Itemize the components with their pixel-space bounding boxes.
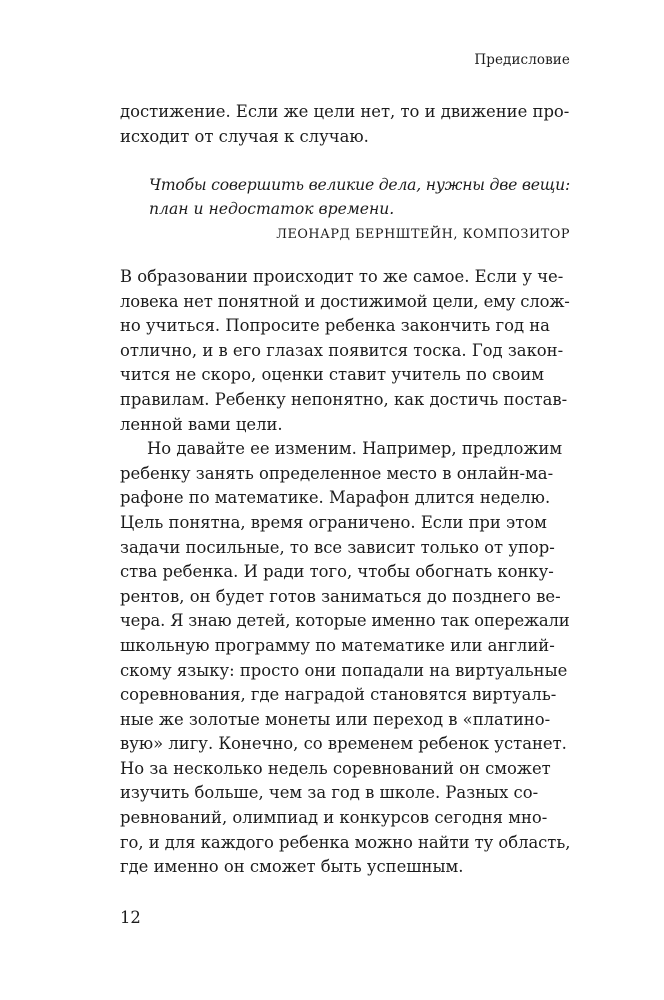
- paragraph-2-line: изучить больше, чем за год в школе. Разных со-: [120, 783, 539, 803]
- paragraph-2-line: ные же золотые монеты или переход в «платино-: [120, 709, 551, 729]
- running-head: Предисловие: [474, 52, 570, 68]
- epigraph-attribution: ЛЕОНАРД БЕРНШТЕЙН, КОМПОЗИТОР: [276, 227, 570, 242]
- epigraph-line: план и недостаток времени.: [149, 199, 395, 218]
- paragraph-2-line: школьную программу по математике или англий-: [120, 635, 555, 655]
- paragraph-2-line: рафоне по математике. Марафон длится неделю.: [120, 488, 551, 508]
- paragraph-1-line: В образовании происходит то же самое. Если у че-: [120, 267, 564, 286]
- paragraph-1-line: отлично, и в его глазах появится тоска. Год закон-: [120, 340, 564, 360]
- paragraph-2-line: Цель понятна, время ограничено. Если при этом: [120, 512, 547, 532]
- paragraph-2-line: го, и для каждого ребенка можно найти ту область,: [120, 832, 571, 852]
- paragraph-2-line: ревнований, олимпиад и конкурсов сегодня мно-: [120, 808, 548, 828]
- paragraph-line: достижение. Если же цели нет, то и движение про-: [120, 102, 570, 121]
- paragraph-2-line: соревнования, где наградой становятся виртуаль-: [120, 685, 557, 705]
- page-number: 12: [120, 908, 141, 927]
- epigraph-quote: [149, 174, 570, 221]
- paragraph-1-line: ловека нет понятной и достижимой цели, ему слож-: [120, 291, 570, 311]
- continued-paragraph: [120, 100, 570, 149]
- paragraph-line: исходит от случая к случаю.: [120, 126, 369, 146]
- paragraph-2-line: ства ребенка. И ради того, чтобы обогнать конку-: [120, 562, 554, 582]
- paragraph-2-line: Но за несколько недель соревнований он сможет: [120, 758, 551, 778]
- paragraph-2-line: Но давайте ее изменим. Например, предложим: [147, 439, 563, 459]
- paragraph-2-line: рентов, он будет готов заниматься до позднего ве-: [120, 586, 561, 606]
- paragraph-1-line: но учиться. Попросите ребенка закончить год на: [120, 316, 550, 336]
- paragraph-2-line: где именно он сможет быть успешным.: [120, 857, 464, 877]
- paragraph-2-line: вую» лигу. Конечно, со временем ребенок устанет.: [120, 734, 567, 754]
- epigraph-line: Чтобы совершить великие дела, нужны две вещи:: [149, 176, 571, 194]
- paragraph-1-line: чится не скоро, оценки ставит учитель по своим: [120, 365, 544, 385]
- paragraph-2-line: скому языку: просто они попадали на виртуальные: [120, 660, 568, 680]
- paragraph-2-line: задачи посильные, то все зависит только от упор-: [120, 537, 555, 557]
- paragraph-2-line: ребенку занять определенное место в онлайн-ма-: [120, 463, 554, 483]
- paragraph-1-line: правилам. Ребенку непонятно, как достичь постав-: [120, 389, 568, 409]
- paragraph-2-line: чера. Я знаю детей, которые именно так опережали: [120, 611, 570, 631]
- paragraph-1-line: ленной вами цели.: [120, 414, 283, 434]
- body-text: [120, 265, 570, 880]
